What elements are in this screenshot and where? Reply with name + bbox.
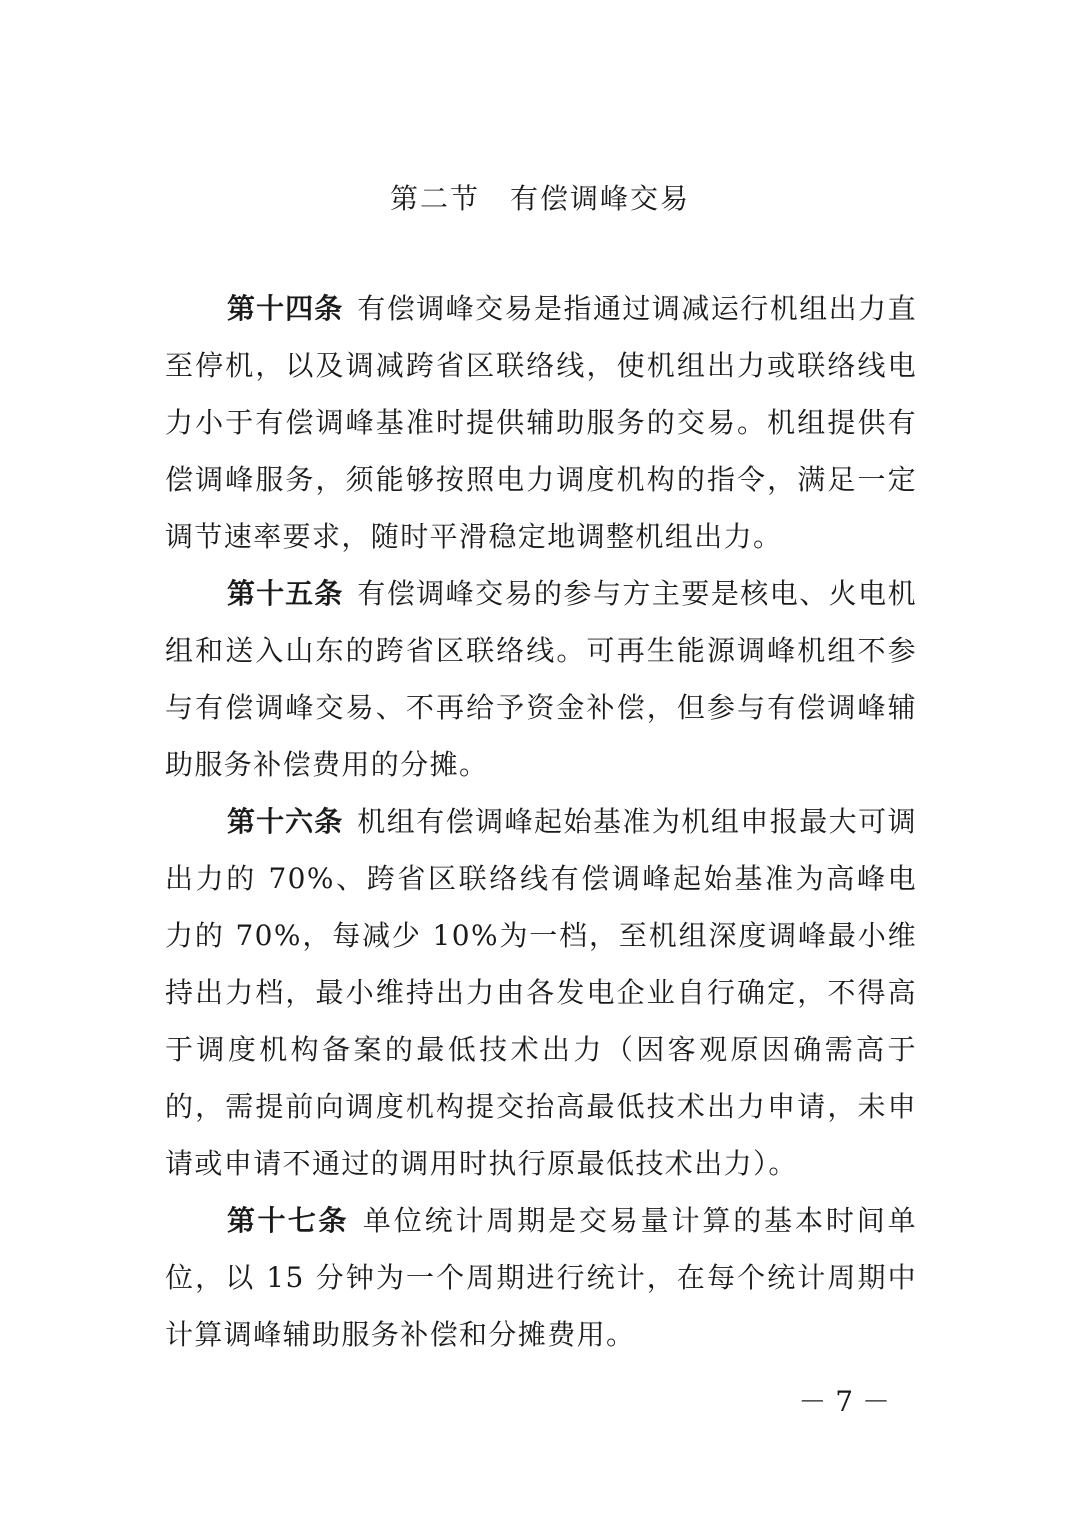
article-heading: 第十四条 [227, 292, 344, 325]
document-body [165, 280, 917, 1363]
article-paragraph [165, 793, 917, 1192]
article-paragraph [165, 280, 917, 565]
section-heading [0, 176, 1080, 222]
section-number: 第二节 [389, 182, 480, 215]
article-text: 机组有偿调峰起始基准为机组申报最大可调出力的 70%、跨省区联络线有偿调峰起始基准为高峰电力的 70%，每减少 10%为一档，至机组深度调峰最小维持出力档，最小维持出力由各发电企业自行确定，不得高于调度机构备案的最低技术出力（因客观原因确需高于的，需提前向调度机构提交抬高最低技术出力申请，未申请或申请不通过的调用时执行原最低技术出力）。 [165, 805, 917, 1180]
article-text: 有偿调峰交易的参与方主要是核电、火电机组和送入山东的跨省区联络线。可再生能源调峰机组不参与有偿调峰交易、不再给予资金补偿，但参与有偿调峰辅助服务补偿费用的分摊。 [165, 577, 917, 781]
article-paragraph [165, 1192, 917, 1363]
article-paragraph [165, 565, 917, 793]
article-text: 有偿调峰交易是指通过调减运行机组出力直至停机，以及调减跨省区联络线，使机组出力或联络线电力小于有偿调峰基准时提供辅助服务的交易。机组提供有偿调峰服务，须能够按照电力调度机构的指令，满足一定调节速率要求，随时平滑稳定地调整机组出力。 [165, 292, 917, 553]
article-heading: 第十六条 [227, 805, 344, 838]
section-title: 有偿调峰交易 [510, 182, 691, 215]
article-heading: 第十七条 [227, 1204, 349, 1237]
article-heading: 第十五条 [227, 577, 344, 610]
page-number: － 7 － [798, 1385, 890, 1418]
article-text: 单位统计周期是交易量计算的基本时间单位，以 15 分钟为一个周期进行统计，在每个统计周期中计算调峰辅助服务补偿和分摊费用。 [165, 1204, 917, 1351]
